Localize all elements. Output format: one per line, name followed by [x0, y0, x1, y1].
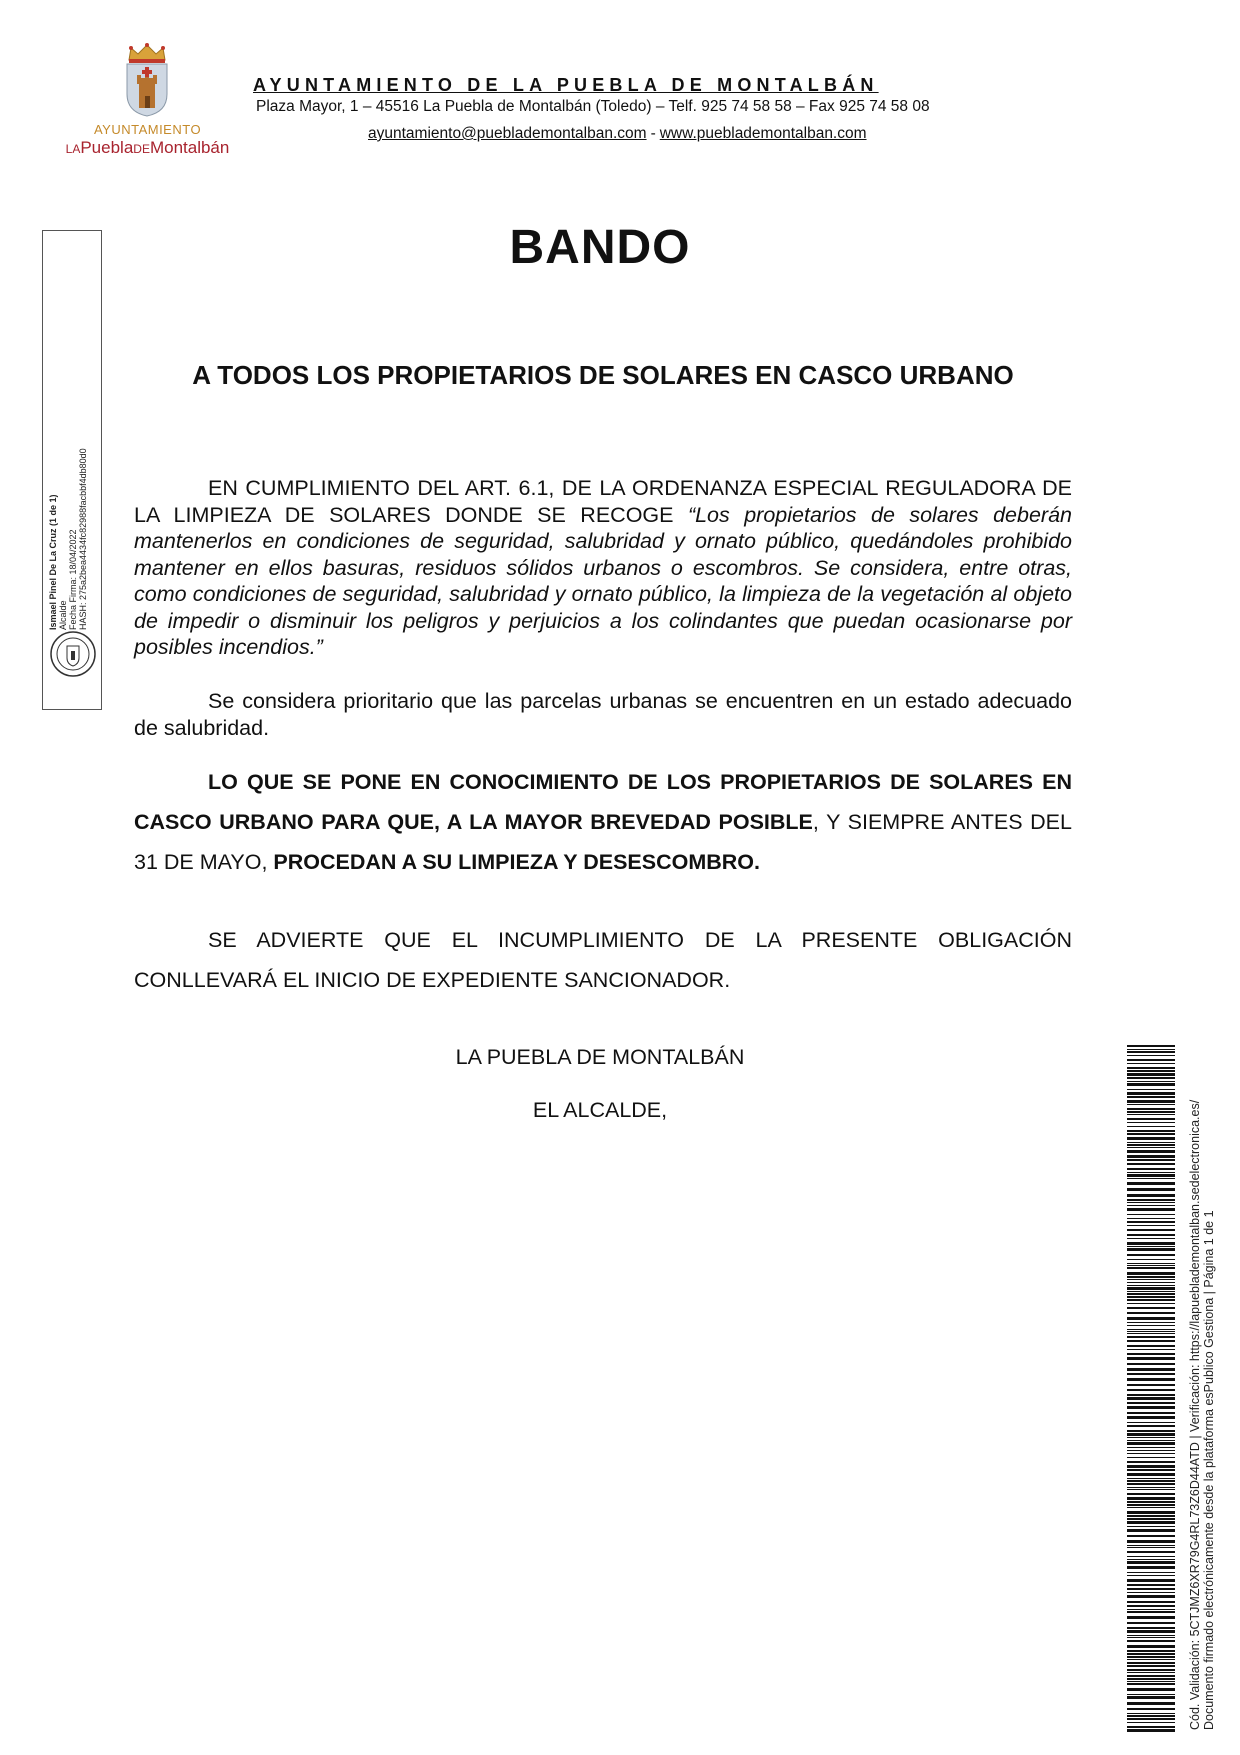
barcode-bar [1127, 1672, 1175, 1673]
barcode-bar [1127, 1489, 1175, 1490]
barcode-bar [1127, 1111, 1175, 1113]
ordinance-quote: “Los propietarios de solares deberán mantenerlos en condiciones de seguridad, salubridad y ornato público, quedándoles prohibido mantener en ellos basuras, residuos sólidos urbanos o escombros. Se considera, entre otras, como condiciones de seguridad, salubridad y ornato público, la limpieza de la vegetación al objeto de impedir o disminuir los peligros y perjuicios a los colindantes que puedan ocasionarse por posibles incendios.” [134, 502, 1072, 659]
barcode-bar [1127, 1199, 1175, 1201]
barcode-bar [1127, 1521, 1175, 1524]
electronic-signature-note: Documento firmado electrónicamente desde la plataforma esPublico Gestiona | Página 1 de 1 [1202, 1210, 1216, 1730]
barcode-bar [1127, 1070, 1175, 1072]
barcode-bar [1127, 1349, 1175, 1350]
barcode-bar [1127, 1535, 1175, 1537]
barcode-bar [1127, 1118, 1175, 1120]
barcode-bar [1127, 1293, 1175, 1295]
barcode-bar [1127, 1246, 1175, 1247]
barcode-bar [1127, 1081, 1175, 1082]
barcode-bar [1127, 1688, 1175, 1691]
signature-hash: HASH: 275a2bea4434fc82988facbbf4db80d0 [78, 448, 88, 630]
barcode-bar [1127, 1702, 1175, 1705]
barcode-bar [1127, 1049, 1175, 1050]
barcode-bar [1127, 1182, 1175, 1185]
barcode-bar [1127, 1425, 1175, 1427]
barcode-bar [1127, 1317, 1175, 1320]
barcode-bar [1127, 1287, 1175, 1290]
document-title: BANDO [509, 221, 691, 274]
barcode-bar [1127, 1566, 1175, 1569]
barcode-bar [1127, 1412, 1175, 1414]
barcode-bar [1127, 1208, 1175, 1211]
barcode-bar [1127, 1487, 1175, 1488]
barcode-bar [1127, 1282, 1175, 1283]
barcode-bar [1127, 1063, 1175, 1064]
paragraph-ordinance [134, 475, 1072, 661]
barcode-bar [1127, 1442, 1175, 1445]
barcode-bar [1127, 1059, 1175, 1061]
barcode-bar [1127, 1248, 1175, 1251]
barcode-bar [1127, 1595, 1175, 1598]
barcode-bar [1127, 1457, 1175, 1458]
barcode-bar [1127, 1493, 1175, 1495]
barcode-bar [1127, 1168, 1175, 1170]
barcode-bar [1127, 1640, 1175, 1642]
barcode-bar [1127, 1259, 1175, 1260]
barcode-bar [1127, 1402, 1175, 1404]
email-link[interactable]: ayuntamiento@pueblademontalban.com [368, 125, 647, 142]
barcode-bar [1127, 1083, 1175, 1086]
barcode-bar [1127, 1453, 1175, 1454]
barcode-bar [1127, 1478, 1175, 1479]
signer-name: Ismael Pinel De La Cruz (1 de 1) [48, 494, 58, 630]
barcode-bar [1127, 1329, 1175, 1330]
barcode-bar [1127, 1609, 1175, 1610]
barcode-bar [1127, 1650, 1175, 1652]
logo-text-ayuntamiento: AYUNTAMIENTO [93, 122, 202, 137]
barcode-bar [1127, 1045, 1175, 1047]
barcode-bar [1127, 1665, 1175, 1667]
barcode-bar [1127, 1291, 1175, 1292]
coat-of-arms-icon [117, 42, 177, 118]
barcode-bar [1127, 1511, 1175, 1514]
barcode-bar [1127, 1096, 1175, 1098]
barcode-bar [1127, 1133, 1175, 1135]
barcode-bar [1127, 1433, 1175, 1436]
barcode-bar [1127, 1225, 1175, 1226]
barcode-bar [1127, 1147, 1175, 1148]
barcode-bar [1127, 1616, 1175, 1619]
barcode-bar [1127, 1178, 1175, 1179]
barcode-bar [1127, 1515, 1175, 1517]
barcode-bar [1127, 1592, 1175, 1593]
barcode-bar [1127, 1715, 1175, 1717]
barcode-bar [1127, 1579, 1175, 1582]
barcode-bar [1127, 1480, 1175, 1482]
notice-bold-2: PROCEDAN A SU LIMPIEZA Y DESESCOMBRO. [273, 850, 761, 874]
barcode-bar [1127, 1572, 1175, 1573]
barcode-bar [1127, 1630, 1175, 1633]
barcode-bar [1127, 1430, 1175, 1432]
barcode-bar [1127, 1357, 1175, 1360]
barcode-bar [1127, 1155, 1175, 1158]
document-subtitle: A TODOS LOS PROPIETARIOS DE SOLARES EN CASCO URBANO [192, 360, 1014, 390]
barcode-bar [1127, 1333, 1175, 1334]
barcode-bar [1127, 1461, 1175, 1463]
barcode-bar [1127, 1635, 1175, 1636]
barcode-bar [1127, 1221, 1175, 1223]
barcode-bar [1127, 1092, 1175, 1095]
barcode-bar [1127, 1694, 1175, 1695]
barcode-bar [1127, 1681, 1175, 1682]
barcode-bar [1127, 1378, 1175, 1381]
barcode-bar [1127, 1588, 1175, 1590]
barcode-bar [1127, 1504, 1175, 1506]
barcode-bar [1127, 1234, 1175, 1236]
barcode-bar [1127, 1194, 1175, 1197]
barcode-bar [1127, 1497, 1175, 1500]
barcode-bar [1127, 1483, 1175, 1485]
barcode-bar [1127, 1473, 1175, 1476]
barcode-bar [1127, 1551, 1175, 1553]
barcode-bar [1127, 1188, 1175, 1191]
barcode-bar [1127, 1303, 1175, 1304]
barcode-bar [1127, 1501, 1175, 1503]
barcode-bar [1127, 1108, 1175, 1110]
barcode-bar [1127, 1242, 1175, 1245]
barcode-bar [1127, 1218, 1175, 1219]
signer-line: EL ALCALDE, [532, 1098, 668, 1122]
header-address: Plaza Mayor, 1 – 45516 La Puebla de Montalbán (Toledo) – Telf. 925 74 58 58 – Fax 925 74 58 08 [256, 98, 930, 115]
barcode-bar [1127, 1144, 1175, 1146]
barcode-bar [1127, 1547, 1175, 1548]
barcode-bar [1127, 1325, 1175, 1326]
barcode-bar [1127, 1559, 1175, 1560]
barcode-bar [1127, 1114, 1175, 1115]
validation-code: Cód. Validación: 5CTJMZ6XR79G4RL73Z6D44ATD | Verificación: https://lapueblademontalban.sedelectronica.es/ [1188, 1099, 1202, 1730]
barcode-bar [1127, 1340, 1175, 1342]
logo-text-town: LAPueblaDEMontalbán [65, 138, 230, 157]
barcode-bar [1127, 1507, 1175, 1508]
barcode-bar [1127, 1276, 1175, 1278]
notice-deadline: , Y SIEMPRE ANTES DEL 31 DE MAYO, [134, 810, 1072, 874]
barcode-bar [1127, 1126, 1175, 1127]
barcode-bar [1127, 1718, 1175, 1720]
barcode-bar [1127, 1713, 1175, 1714]
barcode-bar [1127, 1229, 1175, 1231]
barcode-bar [1127, 1678, 1175, 1680]
barcode-bar [1127, 1440, 1175, 1441]
barcode-bar [1127, 1394, 1175, 1396]
barcode-bar [1127, 1100, 1175, 1103]
barcode-bar [1127, 1051, 1175, 1053]
barcode-bar [1127, 1174, 1175, 1177]
barcode-bar [1127, 1645, 1175, 1648]
barcode-bar [1127, 1353, 1175, 1355]
barcode-bar [1127, 1137, 1175, 1140]
barcode-bar [1127, 1331, 1175, 1332]
barcode-bar [1127, 1267, 1175, 1269]
barcode-bar [1127, 1526, 1175, 1527]
barcode-bar [1127, 1575, 1175, 1576]
barcode-bar [1127, 1416, 1175, 1419]
paragraph-notice [134, 762, 1072, 882]
barcode-bar [1127, 1611, 1175, 1613]
barcode-bar [1127, 1089, 1175, 1090]
paragraph-priority: Se considera prioritario que las parcelas urbanas se encuentren en un estado adecuado de salubridad. [134, 689, 1072, 740]
barcode-bar [1127, 1675, 1175, 1677]
signature-date: Fecha Firma: 18/04/2022 [68, 529, 78, 630]
barcode-bar [1127, 1627, 1175, 1629]
barcode-bar [1127, 1263, 1175, 1264]
paragraph-warning: SE ADVIERTE QUE EL INCUMPLIMIENTO DE LA PRESENTE OBLIGACIÓN CONLLEVARÁ EL INICIO DE EXPEDIENTE SANCIONADOR. [134, 928, 1072, 992]
barcode-bar [1127, 1312, 1175, 1314]
barcode-bar [1127, 1104, 1175, 1105]
barcode-bar [1127, 1529, 1175, 1532]
signer-role: Alcalde [58, 600, 68, 630]
seal-icon [49, 630, 97, 678]
barcode-bar [1127, 1279, 1175, 1280]
barcode-bar [1127, 1696, 1175, 1699]
barcode-bar [1127, 1373, 1175, 1375]
barcode-bar [1127, 1272, 1175, 1275]
barcode-bar [1127, 1584, 1175, 1586]
barcode-bar [1127, 1077, 1175, 1079]
barcode-bar [1127, 1172, 1175, 1173]
barcode-bar [1127, 1159, 1175, 1161]
barcode-bar [1127, 1202, 1175, 1203]
barcode-bar [1127, 1450, 1175, 1451]
barcode-bar [1127, 1150, 1175, 1153]
barcode-bar [1127, 1622, 1175, 1624]
barcode-bar [1127, 1130, 1175, 1132]
barcode-bar [1127, 1122, 1175, 1123]
barcode-bar [1127, 1656, 1175, 1658]
link-separator: - [650, 125, 656, 142]
municipal-logo [55, 42, 240, 162]
barcode-bar [1127, 1545, 1175, 1546]
barcode-bar [1127, 1345, 1175, 1347]
barcode-bar [1127, 1601, 1175, 1603]
barcode-bar [1127, 1662, 1175, 1664]
header-links [368, 125, 867, 143]
barcode-bar [1127, 1637, 1175, 1638]
barcode-bar [1127, 1605, 1175, 1607]
barcode-bar [1127, 1205, 1175, 1206]
barcode-bar [1127, 1726, 1175, 1728]
barcode-bar [1127, 1307, 1175, 1309]
barcode-bar [1127, 1363, 1175, 1365]
barcode-bar [1127, 1659, 1175, 1660]
barcode-bar [1127, 1285, 1175, 1286]
barcode-bar [1127, 1322, 1175, 1323]
barcode-bar [1127, 1469, 1175, 1471]
ordinance-intro: EN CUMPLIMIENTO DEL ART. 6.1, DE LA ORDENANZA ESPECIAL REGULADORA DE LA LIMPIEZA DE SOLARES DONDE SE RECOGE [134, 476, 1072, 527]
barcode-bar [1127, 1397, 1175, 1400]
barcode-bar [1127, 1556, 1175, 1557]
barcode-bar [1127, 1296, 1175, 1298]
barcode-bar [1127, 1384, 1175, 1386]
notice-bold-1: LO QUE SE PONE EN CONOCIMIENTO DE LOS PROPIETARIOS DE SOLARES EN CASCO URBANO PARA QUE, A LA MAYOR BREVEDAD POSIBLE [134, 770, 1072, 834]
barcode-bar [1127, 1389, 1175, 1391]
barcode-bar [1127, 1163, 1175, 1165]
barcode-bar [1127, 1214, 1175, 1215]
barcode-bar [1127, 1518, 1175, 1520]
barcode-bar [1127, 1299, 1175, 1301]
barcode-bar [1127, 1238, 1175, 1239]
barcode-bar [1127, 1437, 1175, 1438]
barcode-bar [1127, 1669, 1175, 1671]
barcode-bar [1127, 1729, 1175, 1732]
place-line: LA PUEBLA DE MONTALBÁN [455, 1045, 745, 1069]
barcode-bar [1127, 1683, 1175, 1685]
barcode-bar [1127, 1406, 1175, 1409]
barcode-bar [1127, 1368, 1175, 1371]
barcode-bar [1127, 1722, 1175, 1723]
barcode-bar [1127, 1540, 1175, 1543]
website-link[interactable]: www.pueblademontalban.com [659, 125, 867, 142]
barcode-bar [1127, 1067, 1175, 1069]
barcode-bar [1127, 1708, 1175, 1710]
barcode-bar [1127, 1254, 1175, 1256]
signature-info [48, 370, 88, 630]
barcode-bar [1127, 1055, 1175, 1056]
barcode-bar [1127, 1073, 1175, 1076]
barcode-bar [1127, 1336, 1175, 1338]
barcode-bar [1127, 1142, 1175, 1143]
barcode-bar [1127, 1653, 1175, 1655]
verification-text [1188, 1030, 1216, 1730]
barcode-bar [1127, 1265, 1175, 1266]
barcode-bar [1127, 1561, 1175, 1564]
barcode-bar [1127, 1422, 1175, 1423]
barcode [1127, 1045, 1175, 1735]
barcode-bar [1127, 1465, 1175, 1468]
header-title: AYUNTAMIENTO DE LA PUEBLA DE MONTALBÁN [253, 75, 879, 95]
barcode-bar [1127, 1447, 1175, 1448]
